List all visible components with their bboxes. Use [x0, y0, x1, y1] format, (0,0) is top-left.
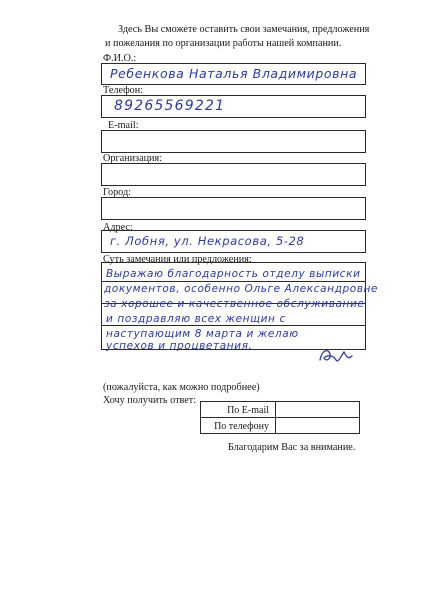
signature-scribble — [316, 344, 356, 368]
comments-label: Суть замечания или предложения: — [103, 254, 252, 265]
comment-line-6: успехов и процветания. — [106, 340, 253, 352]
reply-option-email-label: По E-mail — [227, 405, 269, 416]
intro-line-2: и пожелания по организации работы нашей компании. — [105, 38, 342, 49]
reply-option-phone-checkbox[interactable] — [275, 417, 360, 434]
comment-line-3: за хорошее и качественное обслуживание — [104, 298, 365, 310]
email-field[interactable] — [101, 130, 366, 153]
intro-line-1: Здесь Вы сможете оставить свои замечания, предложения — [118, 24, 370, 35]
comments-line-rule — [102, 325, 365, 326]
reply-label: Хочу получить ответ: — [103, 395, 197, 406]
note-text: (пожалуйста, как можно подробнее) — [103, 382, 260, 393]
reply-options-table — [200, 401, 360, 433]
comment-line-2: документов, особенно Ольге Александровне — [104, 283, 379, 295]
reply-option-phone-label: По телефону — [214, 421, 269, 432]
comments-field[interactable] — [101, 262, 379, 352]
email-label: E-mail: — [108, 120, 139, 131]
organization-label: Организация: — [103, 153, 163, 164]
phone-value: 89265569221 — [114, 98, 226, 114]
fio-label: Ф.И.О.: — [103, 53, 137, 64]
fio-value: Ребенкова Наталья Владимировна — [110, 66, 358, 81]
address-value: г. Лобня, ул. Некрасова, 5-28 — [110, 234, 305, 248]
comment-line-4: и поздравляю всех женщин с — [106, 313, 286, 325]
reply-option-email-checkbox[interactable] — [275, 401, 360, 418]
comments-line-rule — [102, 281, 365, 282]
address-field[interactable] — [101, 230, 366, 253]
phone-field[interactable] — [101, 95, 366, 118]
city-label: Город: — [103, 187, 131, 198]
fio-field[interactable] — [101, 63, 366, 85]
phone-label: Телефон: — [103, 85, 144, 96]
city-field[interactable] — [101, 197, 366, 220]
address-label: Адрес: — [103, 222, 133, 233]
reply-option-email-label-cell — [200, 401, 276, 418]
thanks-text: Благодарим Вас за внимание. — [228, 442, 356, 453]
reply-option-phone-label-cell — [200, 417, 276, 434]
organization-field[interactable] — [101, 163, 366, 186]
comment-line-1: Выражаю благодарность отделу выписки — [106, 268, 361, 280]
comment-line-5: наступающим 8 марта и желаю — [106, 328, 299, 340]
